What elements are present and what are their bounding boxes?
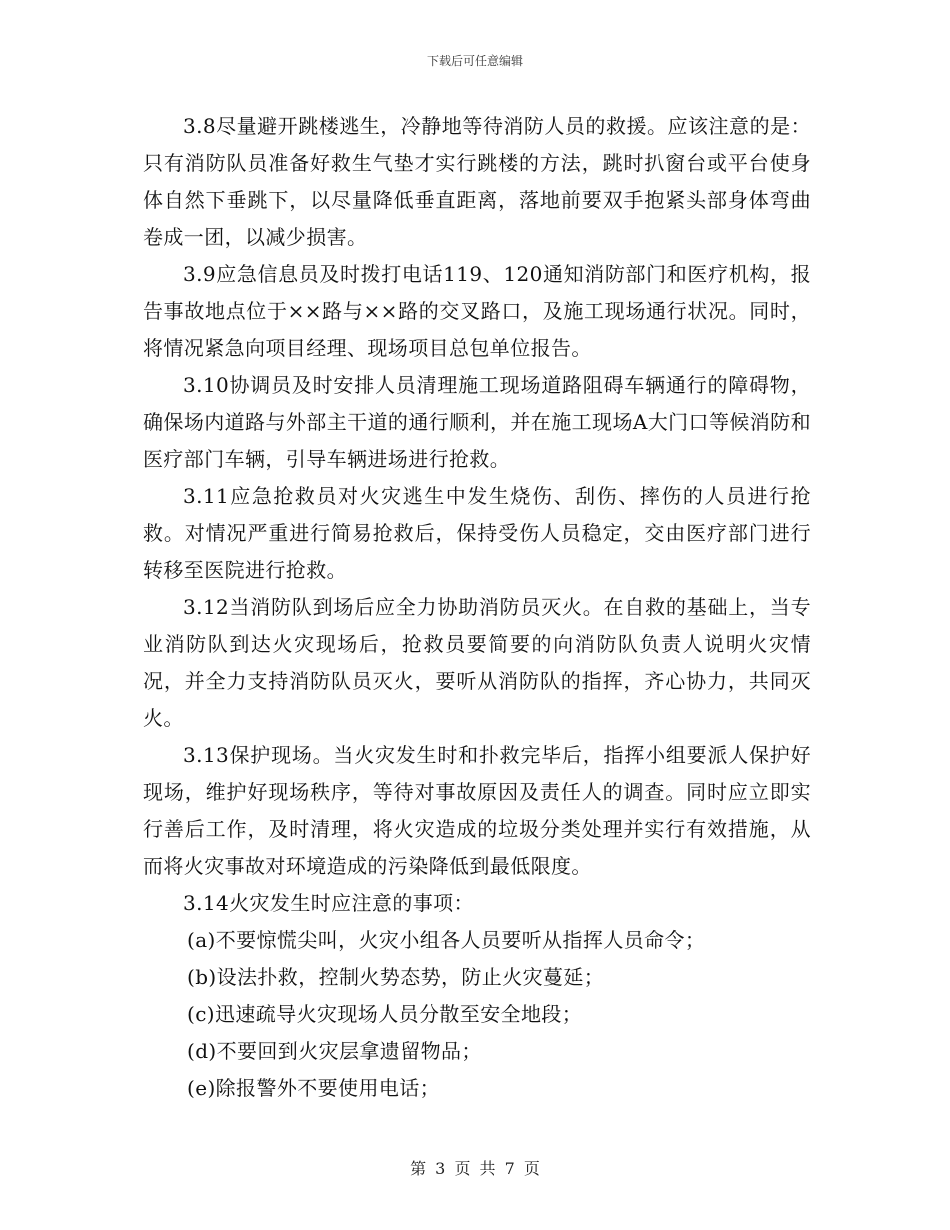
document-body xyxy=(143,108,811,1107)
paragraph-3-8: 3.8尽量避开跳楼逃生，冷静地等待消防人员的救援。应该注意的是：只有消防队员准备好救生气垫才实行跳楼的方法，跳时扒窗台或平台使身体自然下垂跳下，以尽量降低垂直距离，落地前要双手抱紧头部身体弯曲卷成一团，以减少损害。 xyxy=(143,114,811,249)
paragraph-3-9: 3.9应急信息员及时拨打电话119、120通知消防部门和医疗机构，报告事故地点位于××路与××路的交叉路口，及施工现场通行状况。同时，将情况紧急向项目经理、现场项目总包单位报告。 xyxy=(143,262,811,360)
list-item-c: (c)迅速疏导火灾现场人员分散至安全地段； xyxy=(187,1002,583,1026)
paragraph-3-11: 3.11应急抢救员对火灾逃生中发生烧伤、刮伤、摔伤的人员进行抢救。对情况严重进行简易抢救后，保持受伤人员稳定，交由医疗部门进行转移至医院进行抢救。 xyxy=(143,484,811,582)
paragraph-3-13: 3.13保护现场。当火灾发生时和扑救完毕后，指挥小组要派人保护好现场，维护好现场秩序，等待对事故原因及责任人的调查。同时应立即实行善后工作，及时清理，将火灾造成的垃圾分类处理并实行有效措施，从而将火灾事故对环境造成的污染降低到最低限度。 xyxy=(143,743,811,878)
paragraph-3-10: 3.10协调员及时安排人员清理施工现场道路阻碍车辆通行的障碍物，确保场内道路与外部主干道的通行顺利，并在施工现场A大门口等候消防和医疗部门车辆，引导车辆进场进行抢救。 xyxy=(143,373,811,471)
list-item-b: (b)设法扑救，控制火势态势，防止火灾蔓延； xyxy=(187,965,605,989)
list-item-d: (d)不要回到火灾层拿遗留物品； xyxy=(187,1039,482,1063)
list-item-e: (e)除报警外不要使用电话； xyxy=(187,1076,441,1100)
page-number-footer: 第 3 页 共 7 页 xyxy=(410,1159,540,1178)
paragraph-3-12: 3.12当消防队到场后应全力协助消防员灭火。在自救的基础上，当专业消防队到达火灾现场后，抢救员要简要的向消防队负责人说明火灾情况，并全力支持消防队员灭火，要听从消防队的指挥，齐心协力，共同灭火。 xyxy=(143,595,811,730)
page-header-note: 下载后可任意编辑 xyxy=(426,54,523,68)
list-item-a: (a)不要惊慌尖叫，火灾小组各人员要听从指挥人员命令； xyxy=(187,928,706,952)
paragraph-3-14: 3.14火灾发生时应注意的事项： xyxy=(183,891,474,915)
